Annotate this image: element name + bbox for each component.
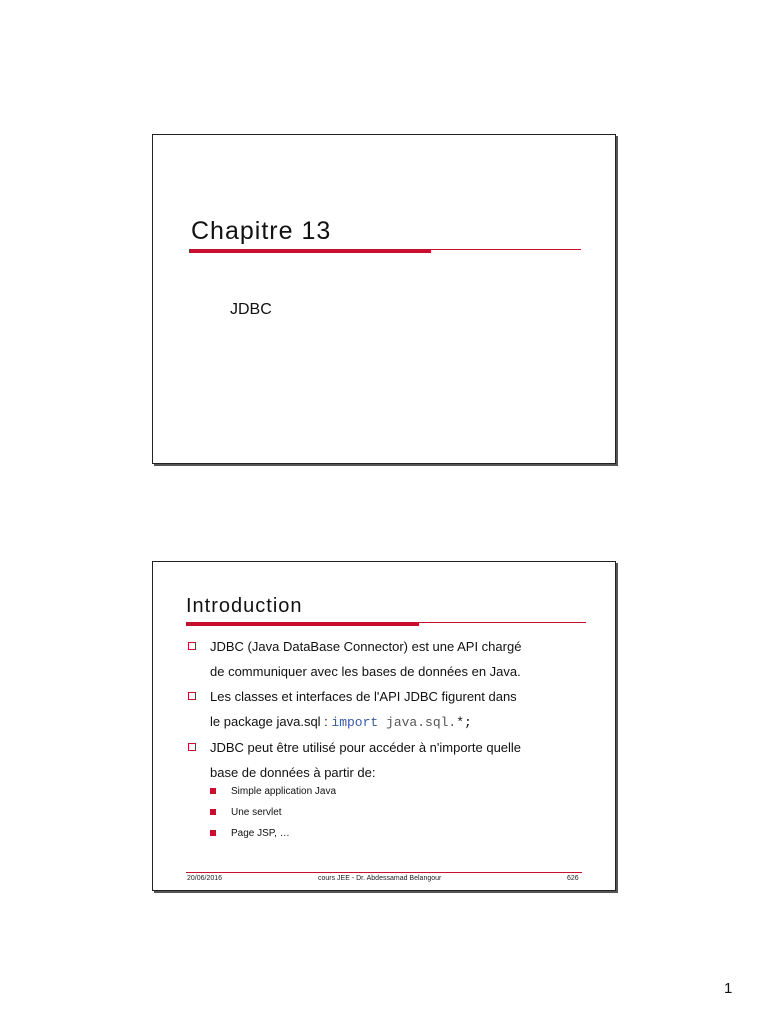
bullet-line: base de données à partir de: [210,765,376,780]
sub-bullet-item [208,823,568,844]
bullet-line: JDBC peut être utilisé pour accéder à n'importe quelle [210,740,522,755]
slide-title: Introduction [186,595,303,617]
sub-bullet-list [208,781,568,844]
code-end: *; [456,715,472,730]
bullet-list [186,634,606,785]
filled-square-bullet-icon [210,788,216,794]
bullet-item [186,634,606,684]
bullet-item [186,684,606,735]
sub-bullet-text: Page JSP, … [231,828,290,839]
bullet-item [186,735,606,785]
footer-slide-number: 626 [567,875,579,882]
bullet-line-with-code [210,709,606,735]
title-underline-thick [189,249,431,253]
chapter-title: Chapitre 13 [191,217,332,245]
slide-chapter-title [152,134,616,464]
title-underline-thick [186,622,419,626]
footer-date: 20/06/2016 [187,875,223,882]
hollow-square-bullet-icon [188,692,196,700]
filled-square-bullet-icon [210,809,216,815]
sub-bullet-text: Une servlet [231,807,282,818]
footer-divider [186,872,582,873]
slide-introduction [152,561,616,891]
bullet-line: de communiquer avec les bases de données en Java. [210,664,521,679]
sub-bullet-item [208,781,568,802]
hollow-square-bullet-icon [188,743,196,751]
sub-bullet-text: Simple application Java [231,786,337,797]
code-package: java.sql. [378,715,457,730]
chapter-subtitle: JDBC [230,301,272,318]
sub-bullet-item [208,802,568,823]
page-number: 1 [724,980,733,997]
code-keyword: import [331,715,379,730]
filled-square-bullet-icon [210,830,216,836]
bullet-line: Les classes et interfaces de l'API JDBC figurent dans [210,689,517,704]
bullet-line: JDBC (Java DataBase Connector) est une API chargé [210,639,522,654]
hollow-square-bullet-icon [188,642,196,650]
footer-course: cours JEE - Dr. Abdessamad Belangour [318,875,442,882]
bullet-text: le package java.sql : [210,714,332,729]
